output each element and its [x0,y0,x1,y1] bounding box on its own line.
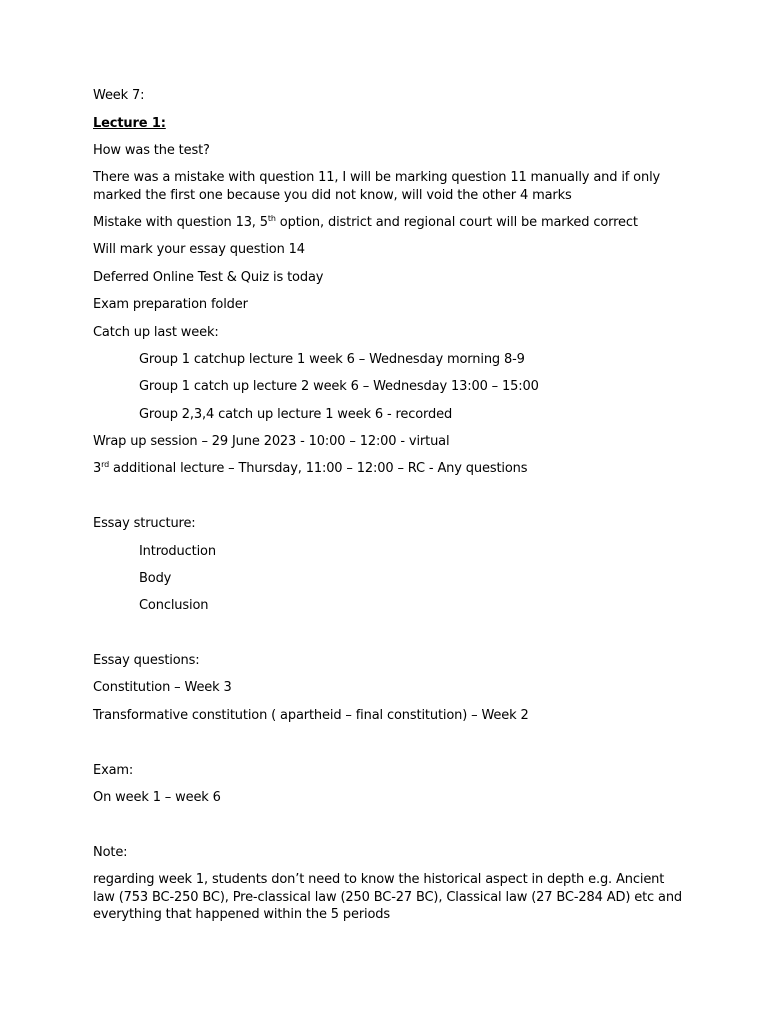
lecture-heading: Lecture 1: [93,116,166,131]
additional-lecture [93,460,527,478]
note-text: regarding week 1, students don’t need to know the historical aspect in depth e.g. Ancient law (753 BC-250 BC), Pre-classical law (250 BC-27 BC), Classical law (27 BC-284 AD) etc and everything that happened within the 5 periods [93,872,683,922]
exam-scope: On week 1 – week 6 [93,790,221,805]
question-13-note [93,214,638,232]
week-heading: Week 7: [93,88,145,103]
essay-question-item: Constitution – Week 3 [93,680,232,695]
catchup-item: Group 2,3,4 catch up lecture 1 week 6 - recorded [139,407,453,422]
question-13-text-end: option, district and regional court will be marked correct [275,215,638,230]
question-13-superscript: th [267,214,276,223]
essay-structure-item: Introduction [139,544,216,559]
note-heading: Note: [93,845,128,860]
deferred-test-note: Deferred Online Test & Quiz is today [93,270,324,285]
exam-folder-note: Exam preparation folder [93,297,248,312]
additional-lecture-text: additional lecture – Thursday, 11:00 – 12:00 – RC - Any questions [109,461,528,476]
essay-structure-item: Body [139,571,172,586]
question-11-note: There was a mistake with question 11, I will be marking question 11 manually and if only marked the first one because you did not know, will void the other 4 marks [93,170,661,203]
essay-question-item: Transformative constitution ( apartheid – final constitution) – Week 2 [93,708,529,723]
additional-lecture-superscript: rd [101,460,110,469]
wrapup-session: Wrap up session – 29 June 2023 - 10:00 – 12:00 - virtual [93,434,450,449]
essay-structure-item: Conclusion [139,598,209,613]
essay-question-14-note: Will mark your essay question 14 [93,242,305,257]
catchup-heading: Catch up last week: [93,325,219,340]
additional-lecture-number: 3 [93,461,102,476]
question-13-text-start: Mistake with question 13, 5 [93,215,268,230]
test-question: How was the test? [93,143,210,158]
catchup-item: Group 1 catchup lecture 1 week 6 – Wednesday morning 8-9 [139,352,525,367]
essay-structure-heading: Essay structure: [93,516,196,531]
catchup-item: Group 1 catch up lecture 2 week 6 – Wednesday 13:00 – 15:00 [139,379,539,394]
exam-heading: Exam: [93,763,134,778]
essay-questions-heading: Essay questions: [93,653,200,668]
